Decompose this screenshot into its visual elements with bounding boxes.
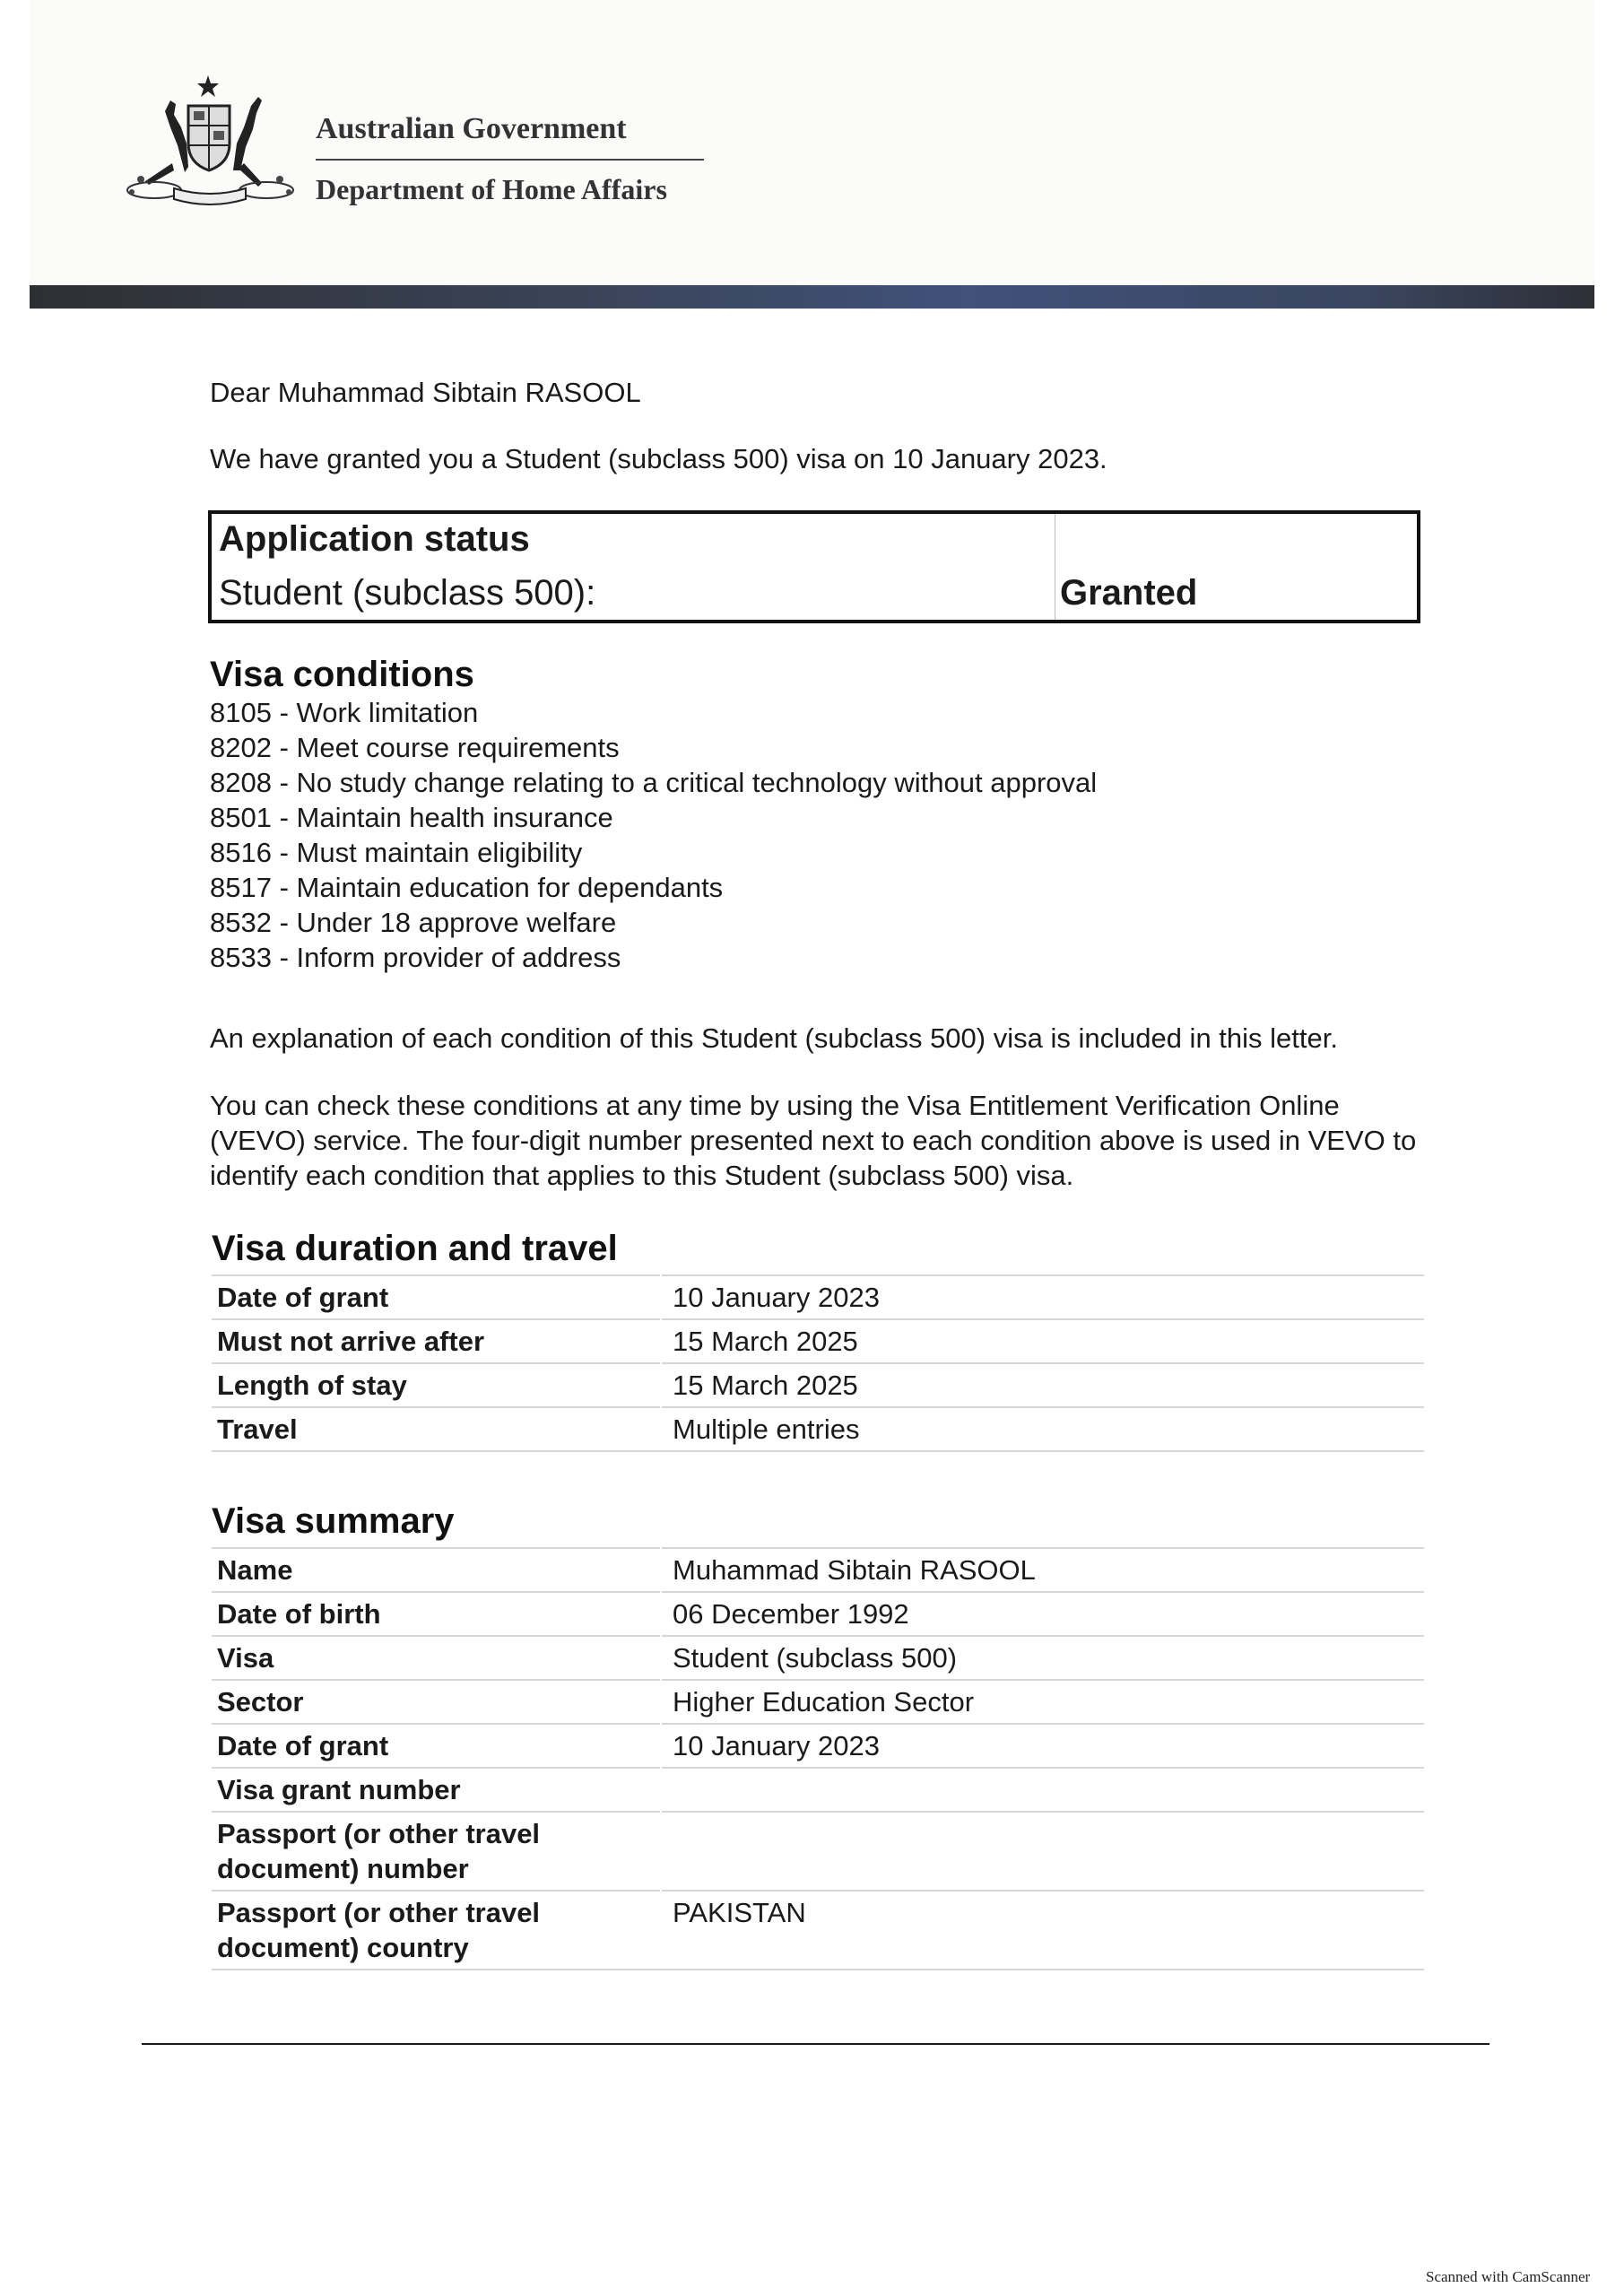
row-value: 15 March 2025 (661, 1363, 1424, 1407)
scanner-watermark: Scanned with CamScanner (1426, 2268, 1591, 2285)
row-label: Passport (or other travel document) number (212, 1812, 661, 1891)
row-value (661, 1768, 1424, 1812)
letterhead-divider (316, 159, 704, 161)
row-label: Date of birth (212, 1592, 661, 1636)
explanation-block (210, 1021, 1425, 1056)
conditions-explanation: An explanation of each condition of this Student (subclass 500) visa is included in this letter. (210, 1022, 1338, 1054)
row-value: 10 January 2023 (661, 1275, 1424, 1319)
row-label: Must not arrive after (212, 1319, 661, 1363)
condition-item: 8516 - Must maintain eligibility (210, 837, 583, 868)
status-label: Student (subclass 500): (219, 573, 596, 613)
row-label: Date of grant (212, 1275, 661, 1319)
australian-coat-of-arms-icon (118, 74, 302, 213)
status-value: Granted (1060, 573, 1198, 613)
visa-summary-section (212, 1501, 1427, 1970)
condition-item: 8501 - Maintain health insurance (210, 802, 613, 833)
row-label: Visa (212, 1636, 661, 1680)
visa-summary-heading: Visa summary (212, 1501, 455, 1541)
visa-conditions-list (210, 695, 1425, 975)
table-row (212, 1891, 1424, 1970)
condition-item: 8517 - Maintain education for dependants (210, 872, 724, 903)
vevo-text: You can check these conditions at any time by using the Visa Entitlement Verification Online (VEVO) service. The four-digit number presented next to each condition above is used in VEVO to identify each condition that applies to this Student (subclass 500) visa. (210, 1090, 1417, 1191)
table-row (212, 1592, 1424, 1636)
row-value: 10 January 2023 (661, 1724, 1424, 1768)
intro-block (210, 441, 1425, 476)
row-label: Date of grant (212, 1724, 661, 1768)
row-label: Name (212, 1548, 661, 1592)
row-label: Passport (or other travel document) country (212, 1891, 661, 1970)
visa-summary-table (212, 1547, 1424, 1970)
table-row (212, 1407, 1424, 1451)
condition-item: 8533 - Inform provider of address (210, 942, 621, 973)
table-row (212, 1812, 1424, 1891)
row-value: 06 December 1992 (661, 1592, 1424, 1636)
table-row (212, 1680, 1424, 1724)
condition-item: 8202 - Meet course requirements (210, 732, 620, 763)
table-row (212, 1548, 1424, 1592)
visa-duration-heading: Visa duration and travel (212, 1229, 618, 1268)
vevo-block (210, 1088, 1438, 1193)
table-row (212, 1724, 1424, 1768)
table-row (212, 1275, 1424, 1319)
row-label: Length of stay (212, 1363, 661, 1407)
condition-item: 8208 - No study change relating to a critical technology without approval (210, 767, 1098, 798)
visa-duration-section (212, 1229, 1427, 1452)
row-label: Sector (212, 1680, 661, 1724)
department-title: Department of Home Affairs (316, 173, 667, 205)
row-label: Visa grant number (212, 1768, 661, 1812)
table-row (212, 1363, 1424, 1407)
table-row (212, 1636, 1424, 1680)
row-value: Higher Education Sector (661, 1680, 1424, 1724)
row-value: Student (subclass 500) (661, 1636, 1424, 1680)
row-value: Multiple entries (661, 1407, 1424, 1451)
status-title: Application status (219, 519, 530, 559)
footer-divider (142, 2043, 1489, 2045)
table-row (212, 1768, 1424, 1812)
application-status-box (208, 510, 1420, 623)
header-banner (30, 285, 1594, 309)
condition-item: 8105 - Work limitation (210, 697, 479, 728)
row-value (661, 1812, 1424, 1891)
condition-item: 8532 - Under 18 approve welfare (210, 907, 617, 938)
row-value: PAKISTAN (661, 1891, 1424, 1970)
visa-duration-table (212, 1274, 1424, 1452)
row-label: Travel (212, 1407, 661, 1451)
visa-conditions-section (210, 655, 1425, 975)
row-value: Muhammad Sibtain RASOOL (661, 1548, 1424, 1592)
greeting-block (210, 375, 1425, 410)
row-value: 15 March 2025 (661, 1319, 1424, 1363)
intro-text: We have granted you a Student (subclass 500) visa on 10 January 2023. (210, 443, 1107, 474)
government-title: Australian Government (316, 112, 627, 145)
visa-conditions-heading: Visa conditions (210, 655, 474, 694)
greeting: Dear Muhammad Sibtain RASOOL (210, 377, 641, 408)
table-row (212, 1319, 1424, 1363)
